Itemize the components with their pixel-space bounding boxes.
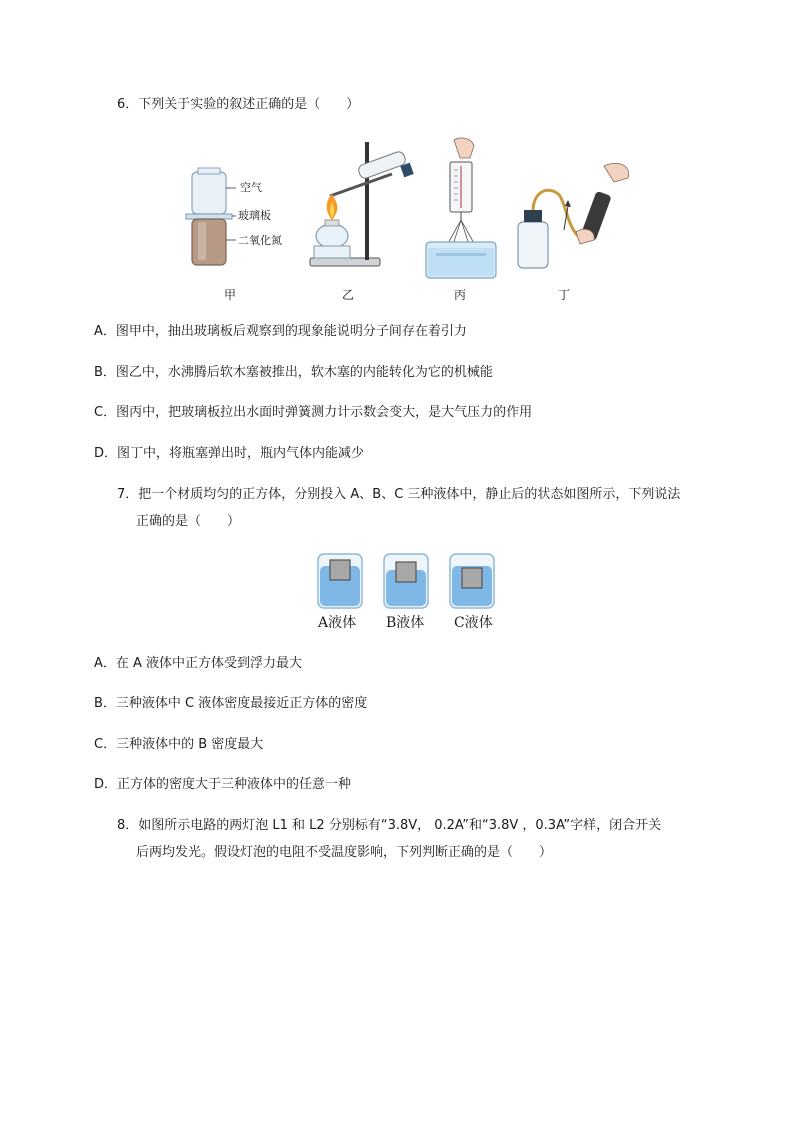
q7-stem-line2: 正确的是（ ） [136, 514, 241, 529]
beaker-b [384, 554, 428, 608]
beaker-c [450, 554, 494, 608]
q6-option-a: A．图甲中，抽出玻璃板后观察到的现象能说明分子间存在着引力 [94, 324, 467, 339]
q8-stem-line2: 后两均发光。假设灯泡的电阻不受温度影响，下列判断正确的是（ ） [136, 845, 553, 860]
fig-jia-jars [186, 168, 236, 265]
caption-ding: 丁 [557, 288, 570, 302]
q7-option-a: A．在 A 液体中正方体受到浮力最大 [94, 656, 303, 671]
q6-figure [180, 136, 640, 306]
q7-option-d: D．正方体的密度大于三种液体中的任意一种 [94, 777, 352, 792]
q6-option-c: C．图丙中，把玻璃板拉出水面时弹簧测力计示数会变大，是大气压力的作用 [94, 405, 533, 420]
q7-stem-line1: 7．把一个材质均匀的正方体，分别投入 A、B、C 三种液体中，静止后的状态如图所示，下列说法 [117, 487, 681, 502]
caption-jia: 甲 [223, 288, 236, 302]
caption-bing: 丙 [453, 288, 466, 302]
fig-bing-apparatus [426, 138, 496, 278]
label-no2: 二氧化氮 [238, 234, 282, 247]
fig-yi-apparatus [310, 142, 414, 266]
caption-liquid-b: B液体 [386, 615, 425, 631]
q7-option-b: B．三种液体中 C 液体密度最接近正方体的密度 [94, 696, 368, 711]
caption-liquid-a: A液体 [318, 615, 357, 631]
q7-option-c: C．三种液体中的 B 密度最大 [94, 737, 264, 752]
caption-yi: 乙 [341, 288, 354, 302]
q6-option-d: D．图丁中，将瓶塞弹出时，瓶内气体内能减少 [94, 446, 365, 461]
label-glass-plate: 玻璃板 [238, 209, 271, 222]
caption-liquid-c: C液体 [454, 615, 493, 631]
label-air: 空气 [240, 181, 262, 194]
q6-stem: 6．下列关于实验的叙述正确的是（ ） [117, 97, 360, 112]
q8-stem-line1: 8．如图所示电路的两灯泡 L1 和 L2 分别标有“3.8V， 0.2A”和“3.8V ，0.3A”字样，闭合开关 [117, 818, 662, 833]
beaker-a [318, 554, 362, 608]
fig-ding-apparatus [518, 163, 629, 268]
q7-figure [312, 550, 502, 634]
q6-option-b: B．图乙中，水沸腾后软木塞被推出，软木塞的内能转化为它的机械能 [94, 365, 493, 380]
q7-beakers [312, 550, 502, 612]
